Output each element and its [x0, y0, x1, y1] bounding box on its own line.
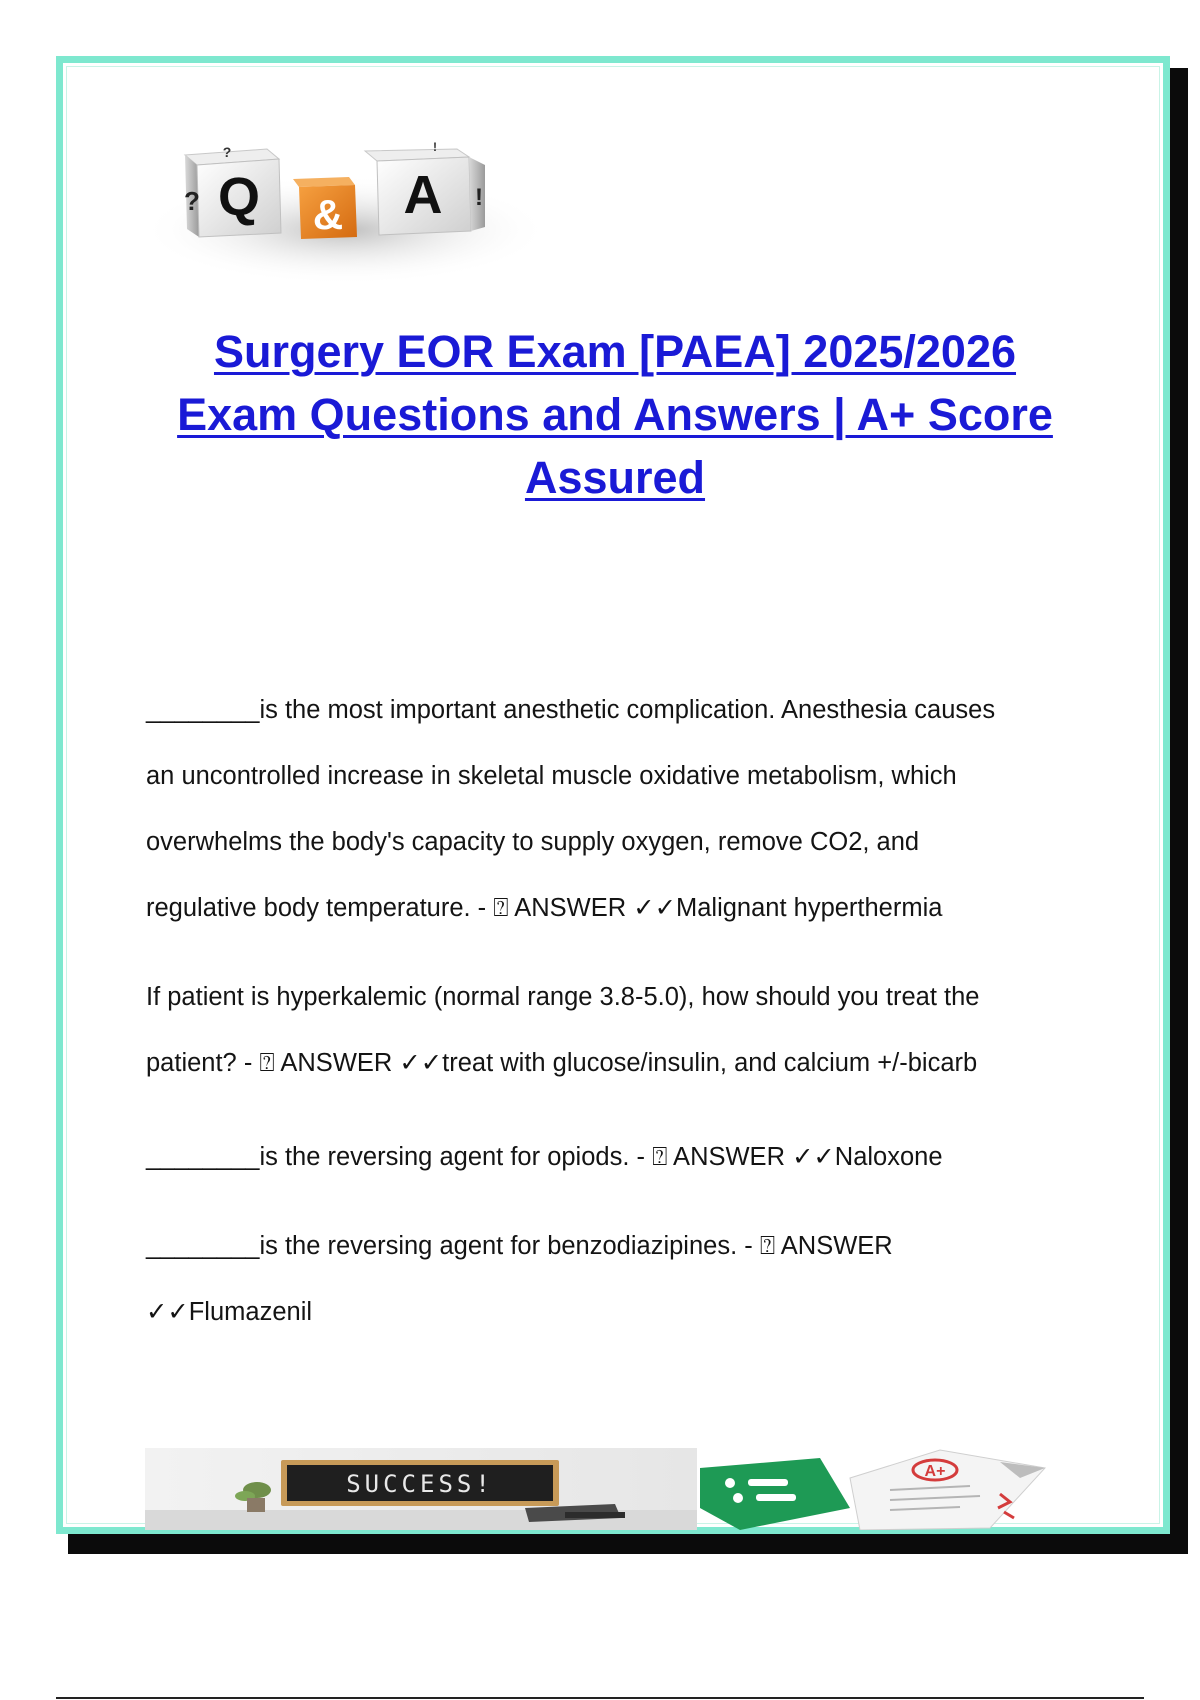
logo-letter-ampersand: & — [312, 191, 344, 238]
svg-text:!: ! — [433, 140, 437, 154]
title-line-2: Exam Questions and Answers | A+ Score — [177, 389, 1053, 440]
svg-text:!: ! — [475, 184, 483, 211]
qa-line: ✓✓Flumazenil — [146, 1298, 313, 1326]
qa-line: overwhelms the body's capacity to supply oxygen, remove CO2, and — [146, 828, 920, 856]
qa-line: ________is the reversing agent for benzodiazipines. - ⍰ ANSWER — [146, 1232, 893, 1260]
success-chalkboard-image — [145, 1448, 697, 1530]
qa-line: ________is the most important anesthetic complication. Anesthesia causes — [146, 696, 996, 724]
grade-text: A+ — [924, 1463, 946, 1480]
svg-text:?: ? — [184, 186, 200, 216]
qa-line: patient? - ⍰ ANSWER ✓✓treat with glucose/insulin, and calcium +/-bicarb — [146, 1049, 978, 1077]
success-text: SUCCESS! — [346, 1470, 494, 1498]
title-line-1: Surgery EOR Exam [PAEA] 2025/2026 — [213, 326, 1017, 377]
footer-divider — [56, 1697, 1144, 1699]
title-line-3: Assured — [524, 452, 706, 503]
qa-line: If patient is hyperkalemic (normal range 3.8-5.0), how should you treat the — [146, 983, 980, 1011]
svg-text:?: ? — [222, 144, 232, 160]
ampersand-die — [293, 177, 357, 239]
qa-item-3 — [146, 1124, 1086, 1190]
logo-letter-a: A — [403, 165, 443, 225]
document-title — [100, 320, 1130, 509]
a-die — [365, 140, 485, 235]
qa-item-1 — [146, 677, 1086, 941]
qa-line: ________is the reversing agent for opiods. - ⍰ ANSWER ✓✓Naloxone — [146, 1143, 943, 1171]
q-die — [184, 144, 281, 237]
qa-line: an uncontrolled increase in skeletal muscle oxidative metabolism, which — [146, 762, 957, 790]
qa-item-2 — [146, 964, 1086, 1096]
logo-letter-q: Q — [217, 167, 261, 227]
qa-line: regulative body temperature. - ⍰ ANSWER ✓✓Malignant hyperthermia — [146, 894, 943, 922]
qa-dice-logo — [145, 135, 555, 295]
qa-item-4 — [146, 1213, 1086, 1345]
graded-exam-paper-image — [700, 1448, 1085, 1530]
